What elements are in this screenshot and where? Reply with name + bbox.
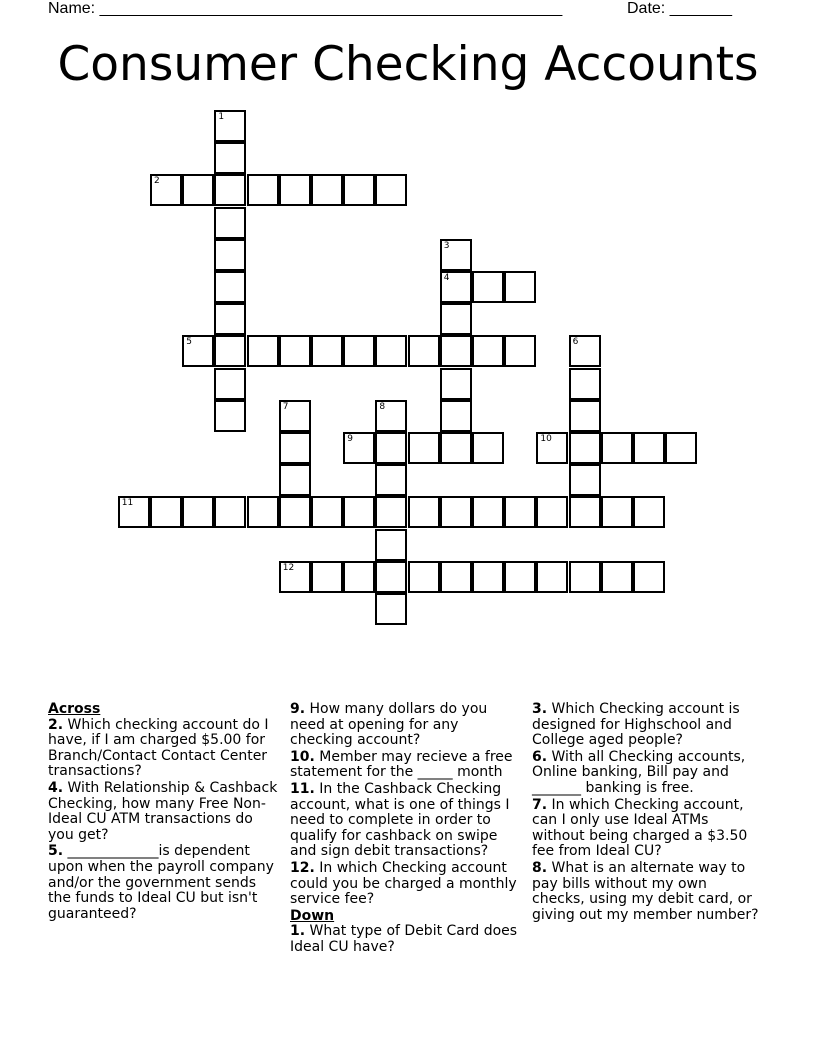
- grid-cell[interactable]: [311, 335, 343, 367]
- grid-cell[interactable]: [569, 400, 601, 432]
- down-heading: Down: [290, 907, 335, 924]
- clue-number: 3: [443, 240, 450, 251]
- grid-cell[interactable]: [279, 335, 311, 367]
- grid-cell[interactable]: [569, 496, 601, 528]
- grid-cell[interactable]: [408, 432, 440, 464]
- grid-cell[interactable]: [504, 271, 536, 303]
- grid-cell[interactable]: [118, 496, 150, 528]
- grid-cell[interactable]: [311, 174, 343, 206]
- clue-across-12: 12. In which Checking account could you be charged a monthly service fee?: [290, 859, 517, 908]
- grid-cell[interactable]: [633, 432, 665, 464]
- grid-cell[interactable]: [440, 239, 472, 271]
- grid-cell[interactable]: [279, 496, 311, 528]
- clue-number: 8: [379, 401, 386, 412]
- grid-cell[interactable]: [472, 335, 504, 367]
- clue-across-11: 11. In the Cashback Checking account, what is one of things I need to complete in order to qualify for cashback on swipe and sign debit transactions?: [290, 780, 510, 860]
- grid-cell[interactable]: [150, 496, 182, 528]
- grid-cell[interactable]: [182, 335, 214, 367]
- grid-cell[interactable]: [214, 335, 246, 367]
- grid-cell[interactable]: [440, 271, 472, 303]
- clue-number: 6: [572, 337, 579, 348]
- clues-column-1: [48, 702, 280, 923]
- grid-cell[interactable]: [440, 561, 472, 593]
- grid-cell[interactable]: [665, 432, 697, 464]
- grid-cell[interactable]: [472, 432, 504, 464]
- clue-number: 10: [540, 434, 552, 444]
- grid-cell[interactable]: [408, 496, 440, 528]
- grid-cell[interactable]: [343, 561, 375, 593]
- grid-cell[interactable]: [633, 496, 665, 528]
- grid-cell[interactable]: [601, 496, 633, 528]
- grid-cell[interactable]: [536, 496, 568, 528]
- grid-cell[interactable]: [214, 174, 246, 206]
- grid-cell[interactable]: [279, 432, 311, 464]
- grid-cell[interactable]: [569, 432, 601, 464]
- grid-cell[interactable]: [375, 464, 407, 496]
- grid-cell[interactable]: [536, 432, 568, 464]
- grid-cell[interactable]: [536, 561, 568, 593]
- grid-cell[interactable]: [569, 368, 601, 400]
- name-field-label: Name: ____________________________________________________: [48, 0, 563, 17]
- clue-number: 9: [347, 434, 353, 444]
- grid-cell[interactable]: [440, 335, 472, 367]
- grid-cell[interactable]: [375, 400, 407, 432]
- grid-cell[interactable]: [440, 496, 472, 528]
- date-field-label: Date: _______: [627, 0, 732, 17]
- grid-cell[interactable]: [279, 561, 311, 593]
- clue-down-3: 3. Which Checking account is designed for Highschool and College aged people?: [532, 701, 740, 749]
- grid-cell[interactable]: [247, 174, 279, 206]
- grid-cell[interactable]: [375, 593, 407, 625]
- grid-cell[interactable]: [375, 529, 407, 561]
- grid-cell[interactable]: [375, 174, 407, 206]
- grid-cell[interactable]: [408, 335, 440, 367]
- grid-cell[interactable]: [214, 496, 246, 528]
- grid-cell[interactable]: [343, 335, 375, 367]
- grid-cell[interactable]: [214, 239, 246, 271]
- clue-number: 2: [154, 176, 160, 187]
- grid-cell[interactable]: [150, 174, 182, 206]
- clue-number: 4: [443, 273, 450, 283]
- clue-across-9: 9. How many dollars do you need at opening for any checking account?: [290, 701, 488, 749]
- grid-cell[interactable]: [375, 561, 407, 593]
- grid-cell[interactable]: [311, 561, 343, 593]
- grid-cell[interactable]: [279, 400, 311, 432]
- across-heading: Across: [48, 701, 101, 717]
- clues-column-3: [532, 702, 764, 924]
- grid-cell[interactable]: [214, 271, 246, 303]
- grid-cell[interactable]: [247, 335, 279, 367]
- grid-cell[interactable]: [375, 335, 407, 367]
- clue-down-1: 1. What type of Debit Card does Ideal CU have?: [290, 923, 518, 955]
- grid-cell[interactable]: [214, 207, 246, 239]
- grid-cell[interactable]: [279, 174, 311, 206]
- clue-across-4: 4. With Relationship & Cashback Checking, how many Free Non-Ideal CU ATM transactions do you get?: [48, 779, 278, 843]
- grid-cell[interactable]: [472, 271, 504, 303]
- grid-cell[interactable]: [182, 496, 214, 528]
- grid-cell[interactable]: [504, 335, 536, 367]
- grid-cell[interactable]: [504, 496, 536, 528]
- clue-number: 7: [282, 401, 289, 412]
- clues-column-2: [290, 702, 522, 957]
- grid-cell[interactable]: [472, 496, 504, 528]
- grid-cell[interactable]: [440, 368, 472, 400]
- grid-cell[interactable]: [569, 561, 601, 593]
- clue-across-10: 10. Member may recieve a free statement for the _____ month: [290, 748, 513, 781]
- grid-cell[interactable]: [214, 303, 246, 335]
- grid-cell[interactable]: [279, 464, 311, 496]
- grid-cell[interactable]: [601, 561, 633, 593]
- grid-cell[interactable]: [214, 400, 246, 432]
- clue-number: 11: [121, 498, 134, 509]
- grid-cell[interactable]: [343, 432, 375, 464]
- puzzle-title: Consumer Checking Accounts: [57, 37, 759, 92]
- clue-number: 5: [186, 337, 192, 348]
- grid-cell[interactable]: [343, 496, 375, 528]
- grid-cell[interactable]: [408, 561, 440, 593]
- grid-cell[interactable]: [375, 496, 407, 528]
- grid-cell[interactable]: [311, 496, 343, 528]
- clue-across-5: 5. _____________is dependent upon when the payroll company and/or the government sends the funds to Ideal CU but isn't guaranteed?: [48, 843, 274, 922]
- grid-cell[interactable]: [182, 174, 214, 206]
- grid-cell[interactable]: [504, 561, 536, 593]
- grid-cell[interactable]: [214, 142, 246, 174]
- grid-cell[interactable]: [214, 368, 246, 400]
- grid-cell[interactable]: [440, 303, 472, 335]
- grid-cell[interactable]: [343, 174, 375, 206]
- grid-cell[interactable]: [247, 496, 279, 528]
- clue-number: 12: [282, 562, 295, 573]
- clue-down-6: 6. With all Checking accounts, Online banking, Bill pay and _______ banking is free.: [532, 748, 746, 796]
- grid-cell[interactable]: [375, 432, 407, 464]
- grid-cell[interactable]: [214, 110, 246, 142]
- grid-cell[interactable]: [440, 432, 472, 464]
- grid-cell[interactable]: [472, 561, 504, 593]
- grid-cell[interactable]: [440, 400, 472, 432]
- grid-cell[interactable]: [569, 335, 601, 367]
- grid-cell[interactable]: [569, 464, 601, 496]
- clue-number: 1: [218, 112, 225, 122]
- clue-down-8: 8. What is an alternate way to pay bills without my own checks, using my debit card, or giving out my member number?: [532, 859, 759, 923]
- grid-cell[interactable]: [633, 561, 665, 593]
- grid-cell[interactable]: [601, 432, 633, 464]
- clue-down-7: 7. In which Checking account, can I only use Ideal ATMs without being charged a $3.50 fee from Ideal CU?: [532, 796, 748, 860]
- clue-across-2: 2. Which checking account do I have, if I am charged $5.00 for Branch/Contact Contact Center transactions?: [48, 716, 269, 780]
